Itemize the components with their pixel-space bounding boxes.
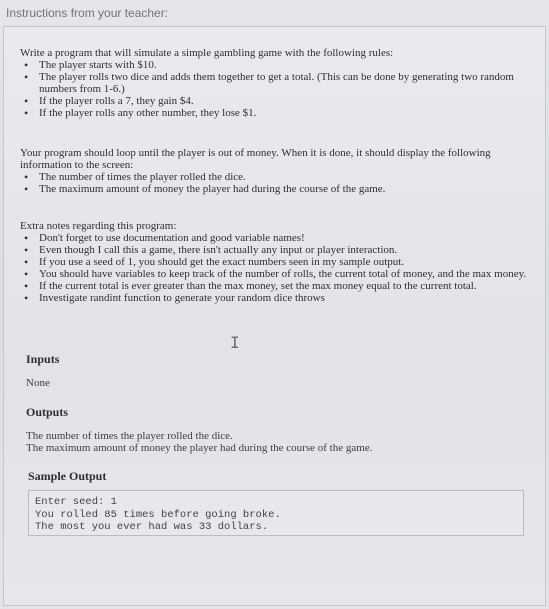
sample-output-heading: Sample Output [28, 469, 107, 483]
outputs-heading: Outputs [26, 405, 69, 419]
loop-section [20, 147, 540, 195]
inputs-value: None [26, 377, 50, 389]
loop-intro: Your program should loop until the player is out of money. When it is done, it should display the following information to the screen: [20, 147, 491, 171]
list-item: • If the player rolls a 7, they gain $4. [20, 95, 540, 107]
list-item: • Investigate randint function to generate your random dice throws [20, 292, 540, 304]
rules-intro: Write a program that will simulate a simple gambling game with the following rules: [20, 47, 394, 59]
list-item: • The player starts with $10. [20, 59, 540, 71]
sample-output-box [28, 490, 524, 536]
outputs-description [26, 430, 372, 454]
list-item: • Even though I call this a game, there isn't actually any input or player interaction. [20, 244, 540, 256]
list-item: • If you use a seed of 1, you should get the exact numbers seen in my sample output. [20, 256, 540, 268]
list-item: • The maximum amount of money the player had during the course of the game. [20, 183, 540, 195]
notes-list [20, 232, 540, 304]
outputs-line: The number of times the player rolled the dice. [26, 430, 233, 442]
notes-section [20, 220, 540, 304]
list-item: • Don't forget to use documentation and good variable names! [20, 232, 540, 244]
notes-intro: Extra notes regarding this program: [20, 220, 177, 232]
list-item: • If the player rolls any other number, they lose $1. [20, 107, 540, 119]
loop-list [20, 171, 540, 195]
rules-list [20, 59, 540, 119]
outputs-line: The maximum amount of money the player had during the course of the game. [26, 442, 373, 454]
sample-output-line: Enter seed: 1 [35, 496, 117, 508]
list-item: • The number of times the player rolled the dice. [20, 171, 540, 183]
rules-section [20, 47, 540, 119]
inputs-heading: Inputs [26, 352, 60, 366]
list-item: • If the current total is ever greater than the max money, set the max money equal to the current total. [20, 280, 540, 292]
list-item: • The player rolls two dice and adds them together to get a total. (This can be done by generating two random numbers from 1-6.) [20, 71, 540, 95]
instructions-header: Instructions from your teacher: [6, 6, 169, 20]
list-item: • You should have variables to keep track of the number of rolls, the current total of money, and the max money. [20, 268, 540, 280]
instructions-panel [3, 26, 546, 606]
text-cursor-icon: I [230, 333, 240, 352]
sample-output-line: You rolled 85 times before going broke. [35, 508, 281, 521]
sample-output-line: The most you ever had was 33 dollars. [35, 521, 269, 533]
